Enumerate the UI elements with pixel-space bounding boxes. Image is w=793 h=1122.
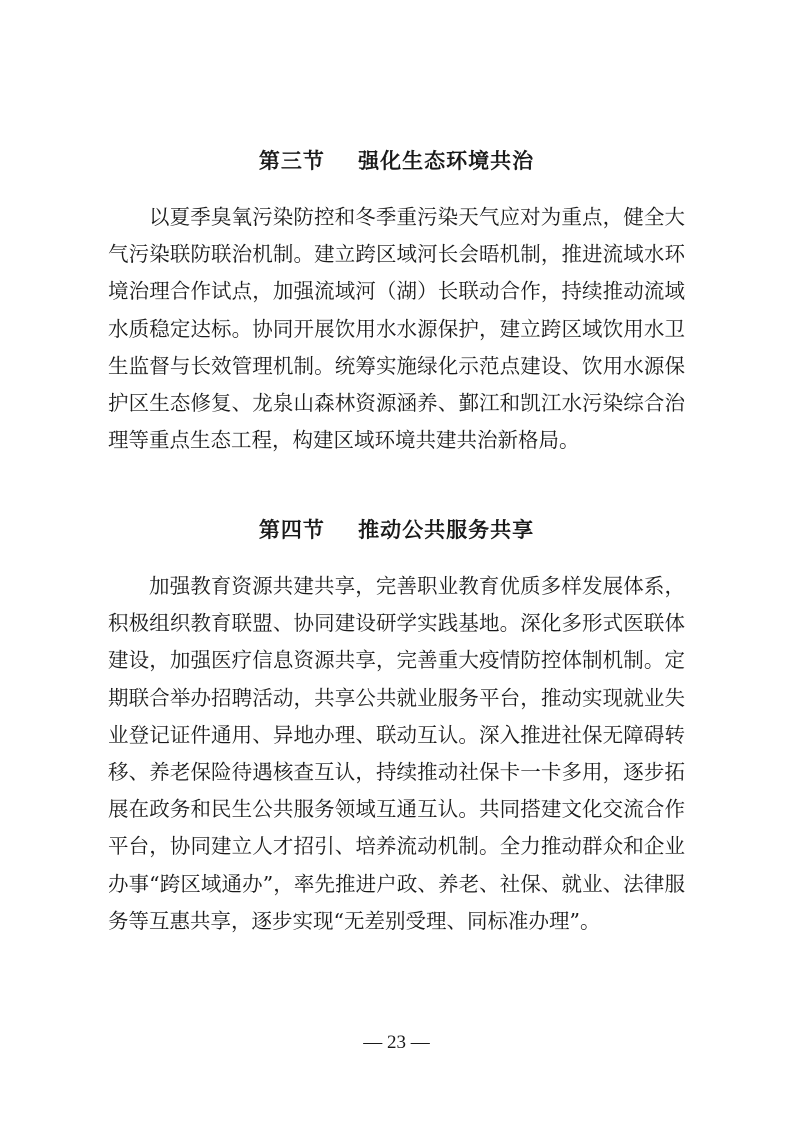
section-4-paragraph bbox=[108, 568, 685, 940]
page-number: — 23 — bbox=[363, 1032, 430, 1053]
paragraph-line: 境治理合作试点，加强流域河（湖）长联动合作，持续推动流域 bbox=[108, 279, 685, 304]
paragraph-line: 水质稳定达标。协同开展饮用水水源保护，建立跨区域饮用水卫 bbox=[108, 316, 685, 341]
paragraph-line: 护区生态修复、龙泉山森林资源涵养、鄞江和凯江水污染综合治 bbox=[108, 390, 685, 415]
section-3-paragraph bbox=[108, 199, 685, 459]
paragraph-line: 理等重点生态工程，构建区域环境共建共治新格局。 bbox=[108, 428, 580, 453]
paragraph-line: 加强教育资源共建共享，完善职业教育优质多样发展体系， bbox=[149, 574, 685, 598]
paragraph-line: 建设，加强医疗信息资源共享，完善重大疫情防控体制机制。定 bbox=[108, 648, 685, 673]
paragraph-line: 务等互惠共享，逐步实现“无差别受理、同标准办理”。 bbox=[108, 908, 601, 933]
paragraph-line: 展在政务和民生公共服务领域互通互认。共同搭建文化交流合作 bbox=[108, 797, 685, 822]
section-3-heading: 第三节 强化生态环境共治 bbox=[258, 149, 535, 173]
paragraph-line: 积极组织教育联盟、协同建设研学实践基地。深化多形式医联体 bbox=[108, 611, 685, 636]
paragraph-line: 气污染联防联治机制。建立跨区域河长会晤机制，推进流域水环 bbox=[108, 242, 685, 267]
paragraph-line: 期联合举办招聘活动，共享公共就业服务平台，推动实现就业失 bbox=[108, 685, 685, 710]
paragraph-line: 移、养老保险待遇核查互认，持续推动社保卡一卡多用，逐步拓 bbox=[108, 759, 685, 784]
section-4-heading: 第四节 推动公共服务共享 bbox=[258, 518, 535, 542]
paragraph-line: 办事“跨区域通办”，率先推进户政、养老、社保、就业、法律服 bbox=[108, 871, 685, 896]
paragraph-line: 以夏季臭氧污染防控和冬季重污染天气应对为重点，健全大 bbox=[149, 205, 685, 229]
paragraph-line: 平台，协同建立人才招引、培养流动机制。全力推动群众和企业 bbox=[108, 834, 685, 859]
paragraph-line: 业登记证件通用、异地办理、联动互认。深入推进社保无障碍转 bbox=[108, 722, 685, 747]
paragraph-line: 生监督与长效管理机制。统筹实施绿化示范点建设、饮用水源保 bbox=[108, 353, 685, 378]
